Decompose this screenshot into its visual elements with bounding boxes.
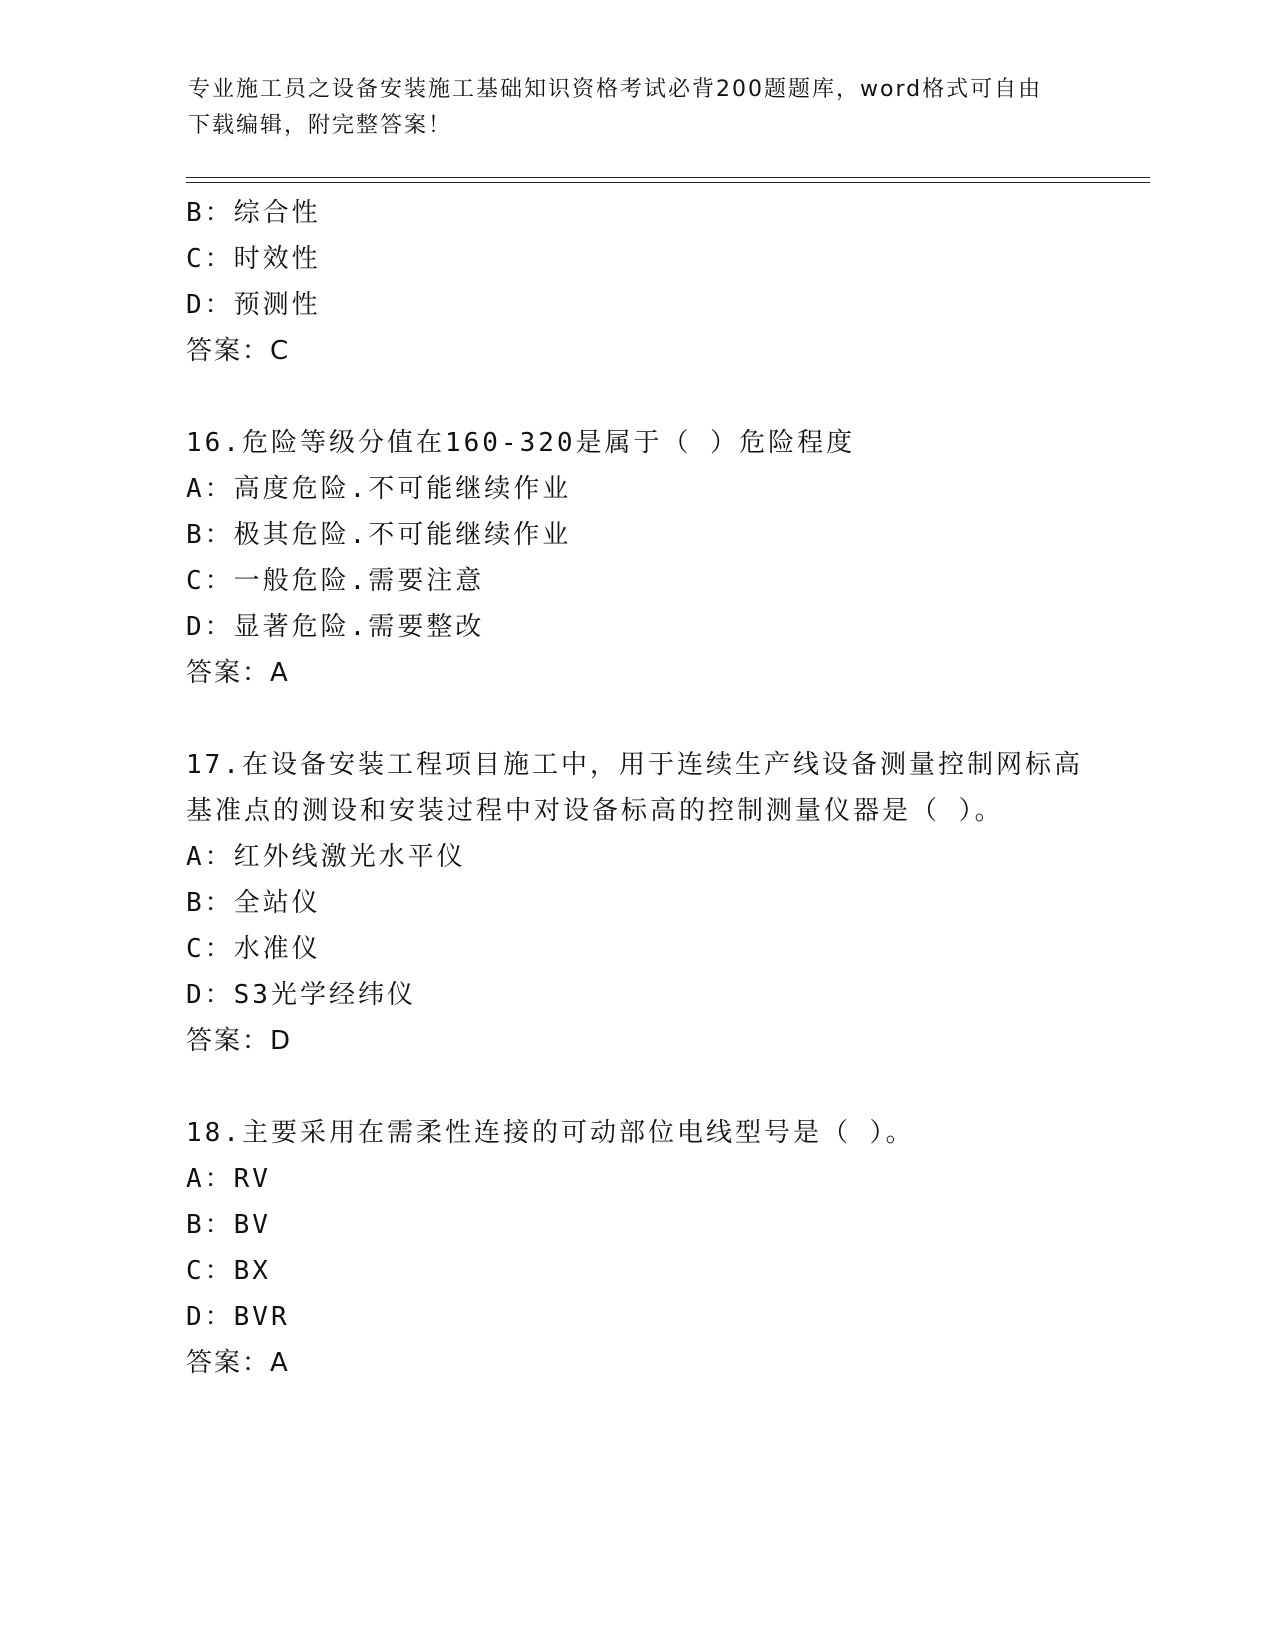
option-a: A：高度危险.不可能继续作业: [186, 474, 572, 504]
option-d: D：预测性: [186, 290, 321, 320]
option-a: A：红外线激光水平仪: [186, 842, 466, 872]
question-stem-line-1: 17.在设备安装工程项目施工中，用于连续生产线设备测量控制网标高: [186, 750, 1083, 780]
option-d: D：显著危险.需要整改: [186, 612, 485, 642]
header-divider-bottom: [186, 182, 1150, 183]
option-b: B：综合性: [186, 198, 321, 228]
option-d: D：BVR: [186, 1302, 290, 1332]
option-b: B：极其危险.不可能继续作业: [186, 520, 572, 550]
option-d: D：S3光学经纬仪: [186, 980, 416, 1010]
option-c: C：时效性: [186, 244, 321, 274]
option-a: A：RV: [186, 1164, 271, 1194]
answer-line: 答案：A: [186, 1348, 290, 1378]
answer-line: 答案：C: [186, 336, 291, 366]
question-18: [186, 1110, 1146, 1386]
option-c: C：水准仪: [186, 934, 321, 964]
option-c: C：BX: [186, 1256, 271, 1286]
answer-line: 答案：D: [186, 1026, 293, 1056]
question-stem: 18.主要采用在需柔性连接的可动部位电线型号是（ ）。: [186, 1118, 915, 1148]
header-line-1: 专业施工员之设备安装施工基础知识资格考试必背200题题库，word格式可自由: [188, 77, 1043, 102]
question-16: [186, 420, 1146, 696]
document-body: [186, 190, 1146, 1432]
question-17: [186, 742, 1146, 1064]
option-c: C：一般危险.需要注意: [186, 566, 485, 596]
header-divider-top: [186, 177, 1150, 178]
question-stem-line-2: 基准点的测设和安装过程中对设备标高的控制测量仪器是（ ）。: [186, 796, 1004, 826]
answer-line: 答案：A: [186, 658, 290, 688]
question-stem: 16.危险等级分值在160-320是属于（ ）危险程度: [186, 428, 856, 458]
document-header: [188, 72, 1088, 144]
option-b: B：全站仪: [186, 888, 321, 918]
question-15-continued: [186, 190, 1146, 374]
option-b: B：BV: [186, 1210, 271, 1240]
header-line-2: 下载编辑，附完整答案！: [188, 113, 453, 138]
